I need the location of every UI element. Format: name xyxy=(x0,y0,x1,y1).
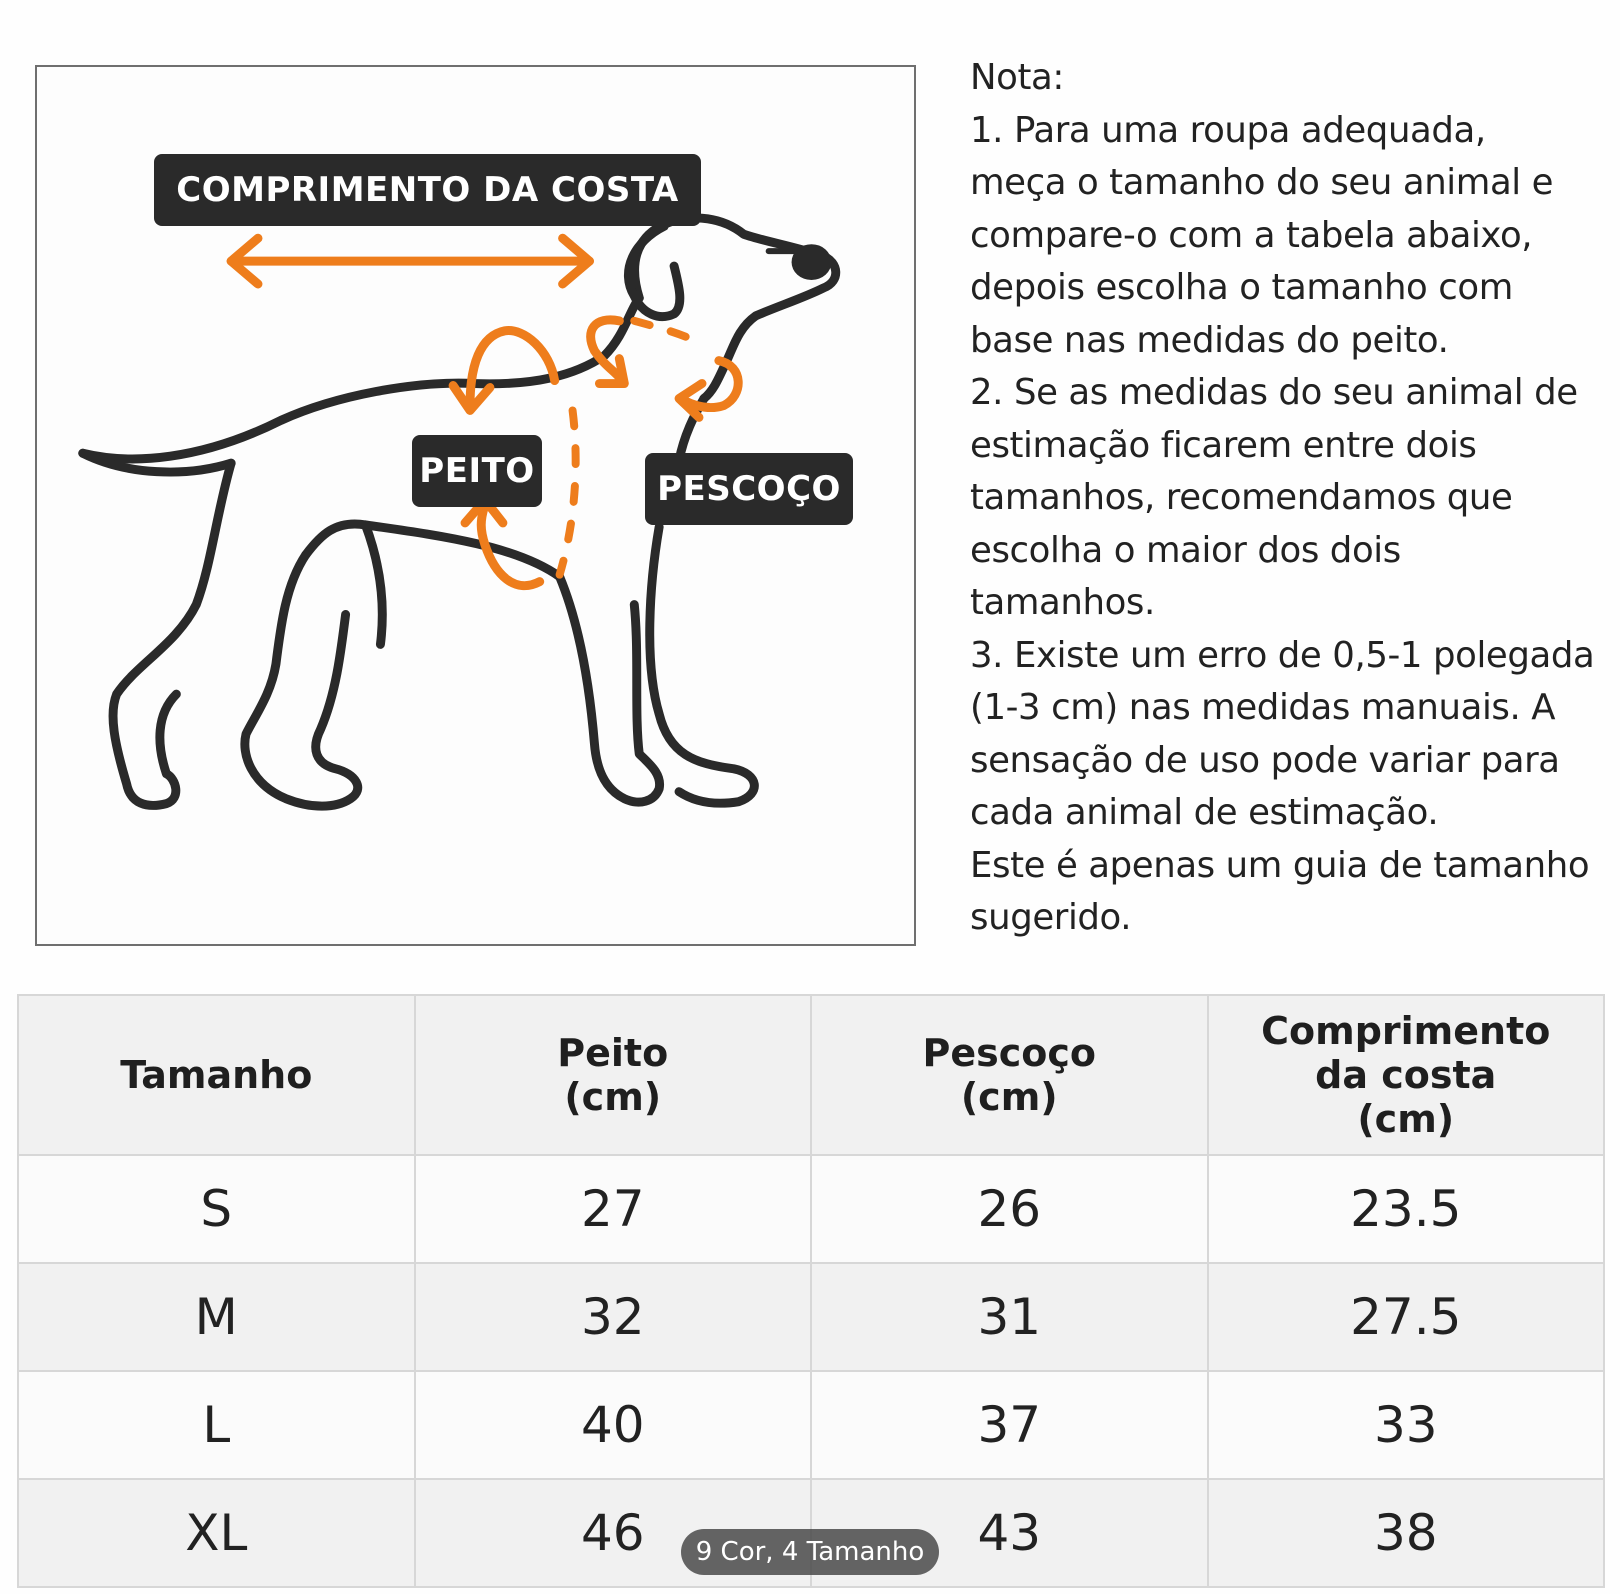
notes-line: 2. Se as medidas do seu animal de xyxy=(970,372,1578,413)
cell-neck: 43 xyxy=(811,1479,1208,1587)
cell-back-length: 27.5 xyxy=(1208,1263,1605,1371)
dog-front-leg-back-outline xyxy=(560,577,660,802)
dog-hind-leg-outline xyxy=(113,463,231,805)
cell-chest: 27 xyxy=(415,1155,812,1263)
header-back-length: Comprimento da costa (cm) xyxy=(1208,995,1605,1155)
notes-line: compare-o com a tabela abaixo, xyxy=(970,214,1533,256)
size-diagram xyxy=(35,65,916,946)
dog-belly-outline xyxy=(306,524,560,577)
header-neck: Pescoço (cm) xyxy=(811,995,1208,1155)
neck-dashed-line xyxy=(634,321,704,346)
size-notes xyxy=(970,52,1615,945)
notes-line: sensação de uso pode variar para xyxy=(970,739,1560,781)
neck-label: PESCOÇO xyxy=(645,453,853,525)
dog-front-leg-outline xyxy=(650,527,755,803)
header-chest: Peito (cm) xyxy=(415,995,812,1155)
notes-line: estimação ficarem entre dois xyxy=(970,424,1477,466)
notes-line: depois escolha o tamanho com xyxy=(970,267,1513,308)
cell-back-length: 38 xyxy=(1208,1479,1605,1587)
cell-chest: 46 xyxy=(415,1479,812,1587)
cell-chest: 40 xyxy=(415,1371,812,1479)
cell-neck: 26 xyxy=(811,1155,1208,1263)
table-header-row xyxy=(18,995,1604,1155)
notes-line: cada animal de estimação. xyxy=(970,792,1439,833)
table-row xyxy=(18,1371,1604,1479)
notes-line: base nas medidas do peito. xyxy=(970,319,1449,361)
notes-line: Nota: xyxy=(970,57,1064,98)
table-row xyxy=(18,1155,1604,1263)
notes-line: Este é apenas um guia de tamanho xyxy=(970,844,1590,886)
cell-size: L xyxy=(18,1371,415,1479)
cell-chest: 32 xyxy=(415,1263,812,1371)
notes-line: 1. Para uma roupa adequada, xyxy=(970,109,1486,151)
cell-size: XL xyxy=(18,1479,415,1587)
chest-label: PEITO xyxy=(412,435,542,507)
cell-size: S xyxy=(18,1155,415,1263)
notes-line: 3. Existe um erro de 0,5-1 polegada xyxy=(970,634,1595,676)
table-row xyxy=(18,1263,1604,1371)
dog-hind-leg-inner-outline xyxy=(245,555,358,806)
size-table xyxy=(17,994,1605,1588)
variant-count-badge[interactable]: 9 Cor, 4 Tamanho xyxy=(681,1529,939,1575)
back-length-label: COMPRIMENTO DA COSTA xyxy=(154,154,701,226)
dog-hind-leg-far-outline xyxy=(366,525,383,644)
cell-neck: 37 xyxy=(811,1371,1208,1479)
cell-back-length: 23.5 xyxy=(1208,1155,1605,1263)
cell-size: M xyxy=(18,1263,415,1371)
cell-back-length: 33 xyxy=(1208,1371,1605,1479)
notes-line: sugerido. xyxy=(970,897,1132,938)
notes-line: tamanhos. xyxy=(970,582,1155,623)
header-size: Tamanho xyxy=(18,995,415,1155)
notes-line: escolha o maior dos dois xyxy=(970,529,1401,571)
notes-line: tamanhos, recomendamos que xyxy=(970,477,1513,518)
chest-dashed-line xyxy=(560,410,576,574)
notes-line: meça o tamanho do seu animal e xyxy=(970,162,1554,203)
cell-neck: 31 xyxy=(811,1263,1208,1371)
notes-line: (1-3 cm) nas medidas manuais. A xyxy=(970,687,1556,728)
